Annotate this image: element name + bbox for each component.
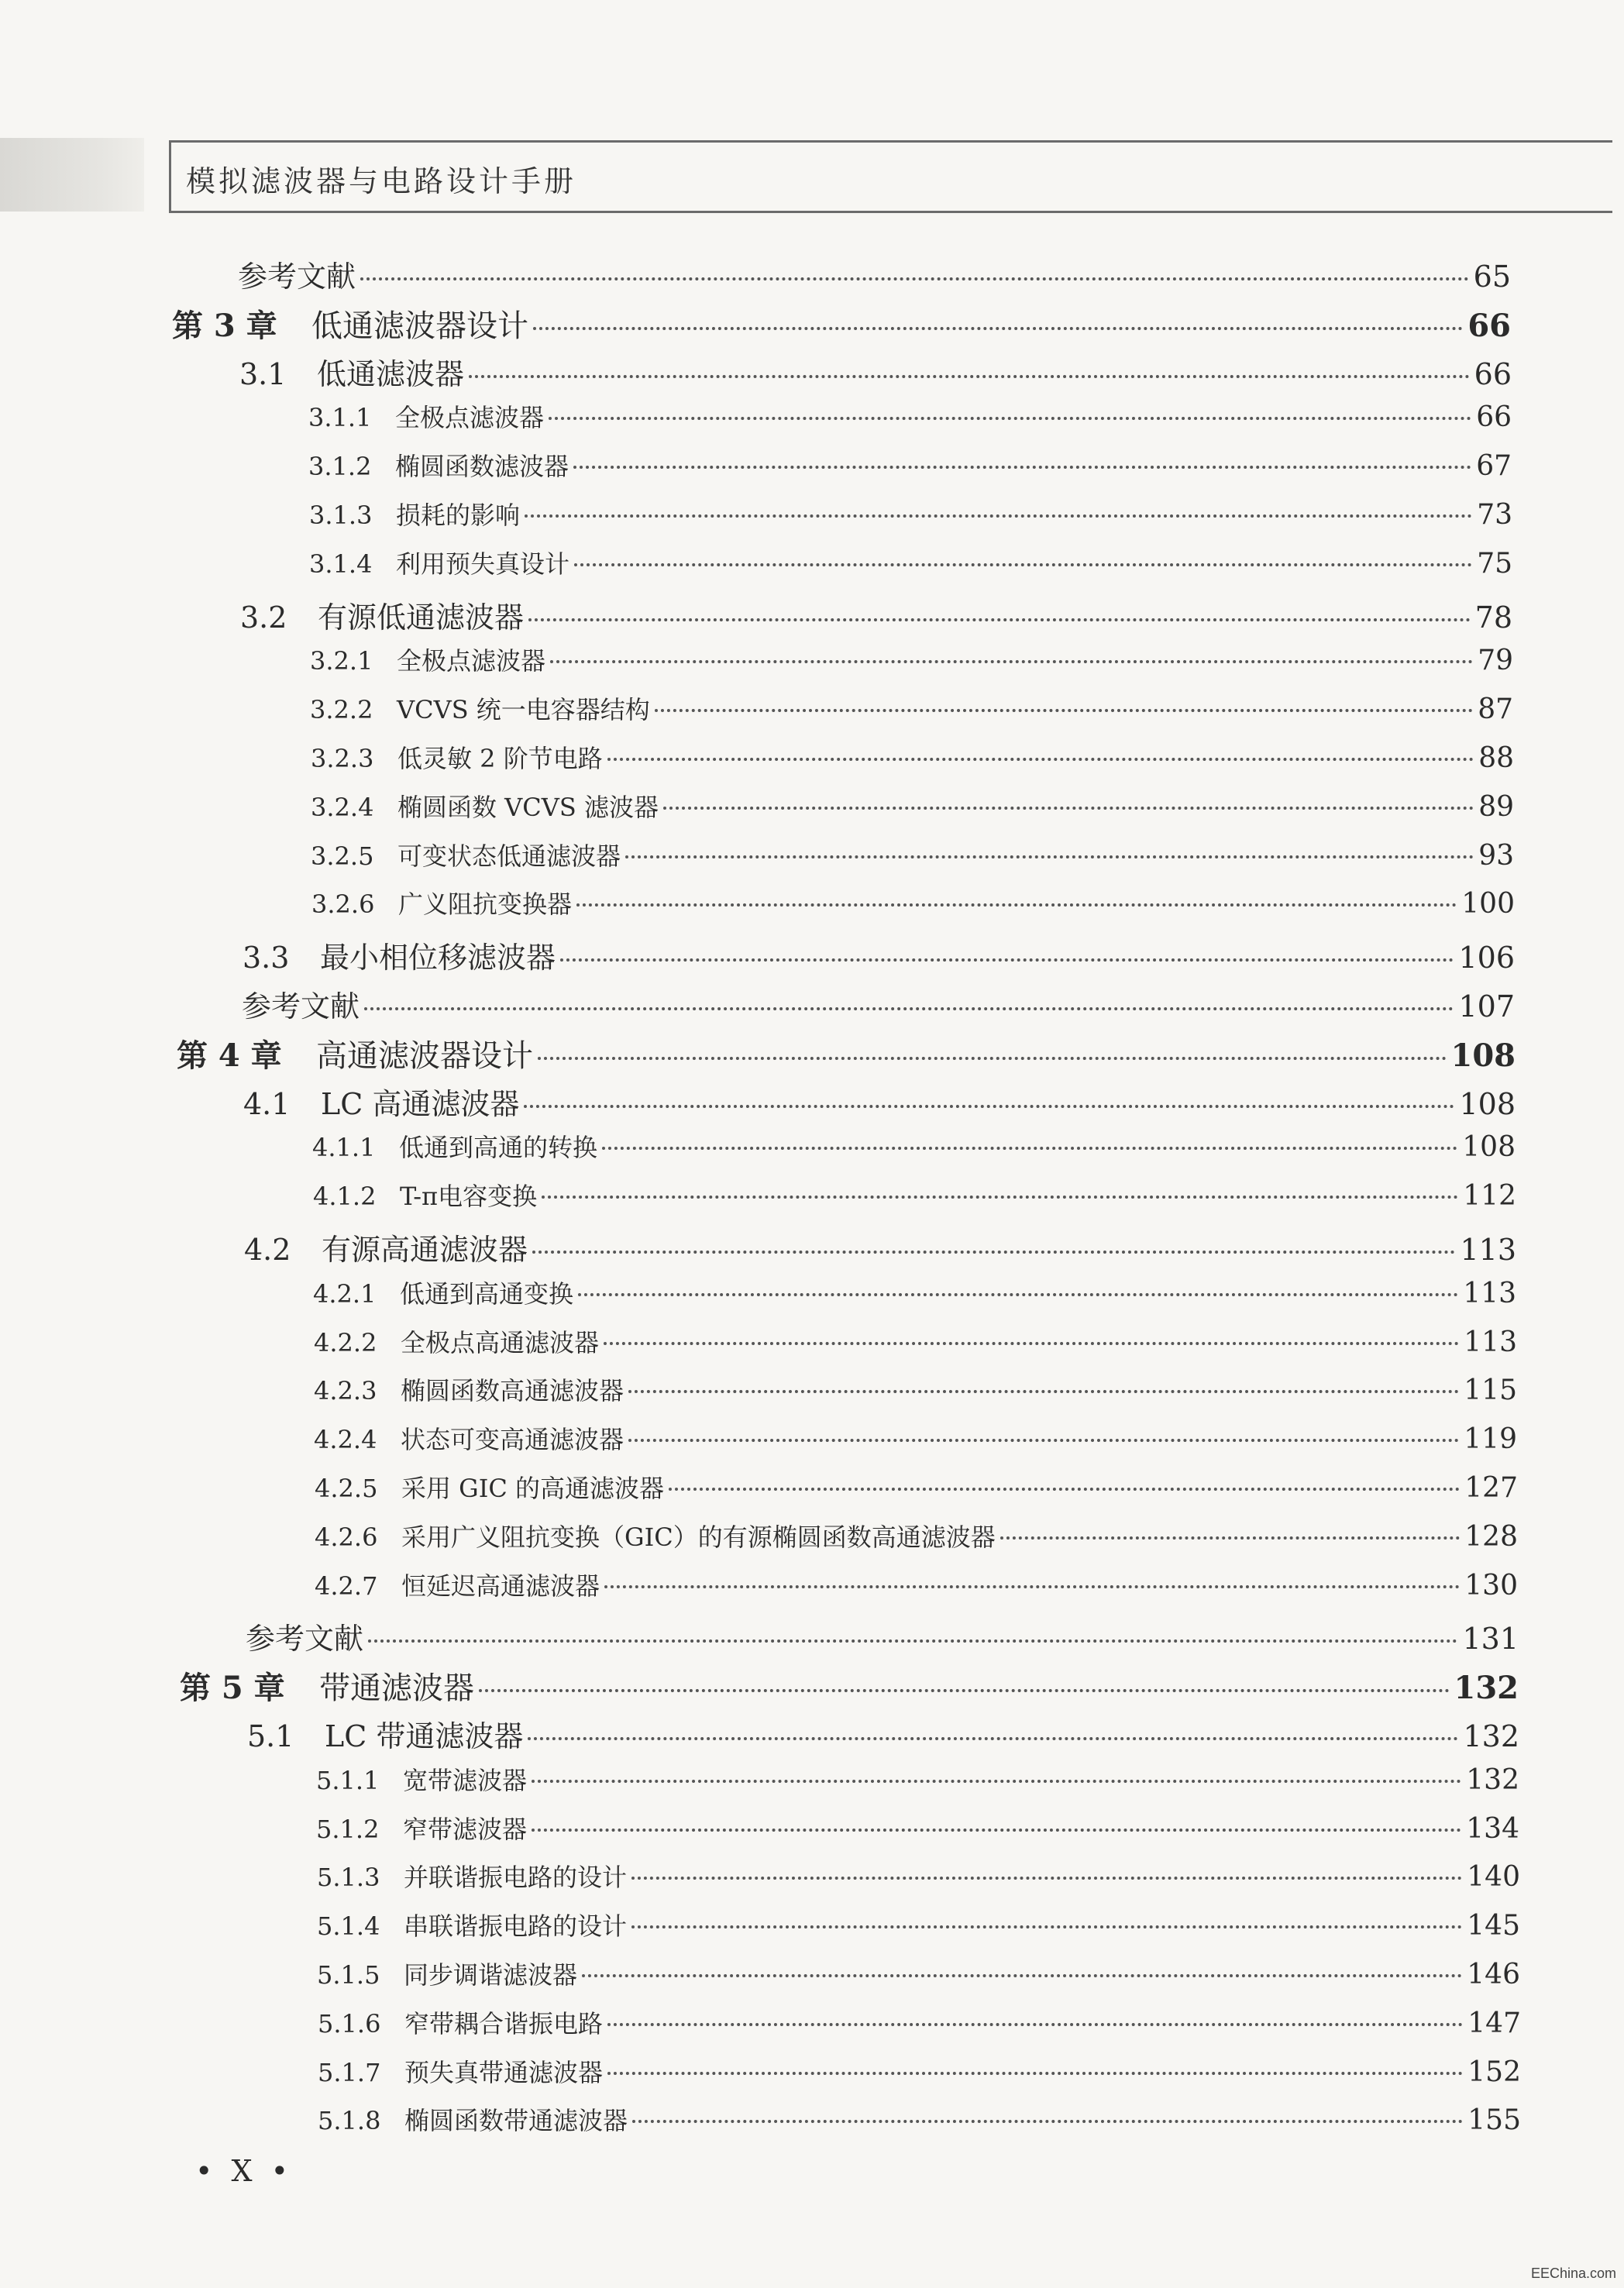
toc-entry[interactable] (313, 1177, 1516, 1225)
dot-leader (368, 1639, 1457, 1643)
toc-entry-title: VCVS 统一电容器结构 (397, 695, 650, 724)
toc-entry-page: 108 (1450, 1037, 1516, 1074)
page-number: • X • (195, 2154, 294, 2188)
toc-entry[interactable] (312, 1128, 1516, 1176)
toc-entry-number: 5.1.3 (317, 1863, 380, 1892)
dot-leader (574, 563, 1472, 566)
header-gray-tab (0, 138, 144, 212)
toc-entry-page: 134 (1466, 1813, 1519, 1845)
dot-leader (582, 1974, 1462, 1977)
toc-entry[interactable] (308, 447, 1512, 495)
toc-entry-page: 155 (1467, 2104, 1521, 2136)
dot-leader (532, 1829, 1461, 1832)
toc-entry-title: 同步调谐滤波器 (404, 1960, 578, 1990)
toc-entry-title: LC 带通滤波器 (325, 1719, 524, 1753)
toc-entry[interactable] (316, 1810, 1519, 1858)
toc-entry-number: 3.1.3 (309, 501, 373, 530)
toc-entry-title: 有源低通滤波器 (318, 600, 525, 635)
toc-entry-page: 146 (1467, 1959, 1520, 1990)
dot-leader (549, 417, 1471, 420)
toc-entry-page: 100 (1461, 888, 1515, 920)
toc-entry-number: 4.2.2 (314, 1328, 377, 1357)
toc-entry[interactable] (243, 1080, 1516, 1128)
watermark: EEChina.com (1530, 2266, 1616, 2281)
toc-entry-title: 利用预失真设计 (396, 549, 570, 579)
toc-entry-number: 3.2.1 (310, 646, 373, 676)
toc-entry-page: 108 (1459, 1087, 1516, 1121)
toc-entry-title: 椭圆函数带通滤波器 (404, 2106, 628, 2135)
toc-entry[interactable] (314, 1371, 1517, 1419)
toc-entry-page: 127 (1464, 1472, 1518, 1504)
dot-leader (576, 903, 1457, 907)
toc-entry-title: 宽带滤波器 (403, 1766, 528, 1795)
toc-entry[interactable] (317, 1907, 1520, 1955)
toc-entry-title: 参考文献 (246, 1622, 364, 1656)
toc-entry[interactable] (311, 788, 1514, 836)
toc-entry-page: 113 (1460, 1233, 1516, 1267)
dot-leader (602, 1147, 1457, 1150)
toc-entry-page: 113 (1463, 1278, 1516, 1309)
toc-entry-title: 椭圆函数 VCVS 滤波器 (397, 793, 659, 822)
dot-leader (1000, 1536, 1461, 1540)
toc-entry[interactable] (317, 1956, 1520, 2004)
toc-entry-title: 带通滤波器 (319, 1670, 474, 1706)
toc-entry-number: 4.1 (243, 1087, 291, 1121)
toc-entry[interactable] (310, 690, 1513, 738)
toc-entry[interactable] (246, 1615, 1519, 1663)
dot-leader (525, 514, 1472, 518)
toc-entry-number: 第 3 章 (172, 308, 277, 344)
dot-leader (607, 758, 1474, 761)
toc-entry-title: 参考文献 (242, 989, 360, 1024)
dot-leader (550, 660, 1473, 663)
toc-entry-title: 高通滤波器设计 (316, 1038, 533, 1074)
dot-leader (469, 375, 1470, 378)
toc-entry-title: LC 高通滤波器 (321, 1087, 520, 1121)
toc-entry-page: 107 (1458, 989, 1515, 1024)
toc-entry-title: 有源高通滤波器 (322, 1233, 528, 1267)
toc-entry[interactable] (177, 1031, 1516, 1079)
dot-leader (542, 1196, 1458, 1199)
toc-entry-title: 全极点高通滤波器 (401, 1328, 600, 1357)
toc-entry-title: 并联谐振电路的设计 (404, 1863, 628, 1892)
dot-leader (524, 1105, 1454, 1108)
dot-leader (532, 1780, 1461, 1783)
toc-entry[interactable] (240, 594, 1512, 642)
dot-leader (573, 466, 1471, 469)
toc-entry-page: 75 (1477, 548, 1512, 580)
toc-entry-number: 4.2.6 (315, 1522, 378, 1552)
toc-entry[interactable] (242, 982, 1515, 1030)
toc-entry-number: 5.1 (247, 1719, 294, 1753)
toc-entry-title: 全极点滤波器 (395, 403, 545, 432)
toc-entry-page: 78 (1474, 600, 1512, 635)
dot-leader (538, 1057, 1447, 1060)
toc-entry-title: 参考文献 (238, 260, 356, 294)
toc-entry-page: 66 (1474, 357, 1512, 391)
toc-entry[interactable] (311, 739, 1514, 787)
toc-entry-number: 5.1.7 (318, 2058, 381, 2087)
toc-entry-number: 4.1.2 (313, 1182, 377, 1211)
dot-leader (663, 807, 1474, 810)
toc-entry[interactable] (172, 301, 1511, 349)
toc-entry-page: 65 (1473, 260, 1511, 294)
toc-entry-number: 5.1.6 (318, 2009, 381, 2039)
toc-entry[interactable] (244, 1226, 1516, 1274)
toc-entry-page: 140 (1467, 1861, 1520, 1893)
toc-entry-page: 132 (1454, 1670, 1519, 1706)
toc-entry-page: 66 (1467, 308, 1511, 344)
dot-leader (632, 2120, 1463, 2123)
toc-entry[interactable] (309, 496, 1512, 544)
dot-leader (533, 327, 1463, 330)
toc-entry[interactable] (316, 1761, 1519, 1809)
toc-entry-number: 4.2 (244, 1233, 291, 1267)
toc-entry-number: 3.3 (243, 941, 290, 975)
dot-leader (364, 1007, 1454, 1010)
toc-entry[interactable] (313, 1275, 1516, 1323)
toc-entry[interactable] (314, 1420, 1517, 1468)
toc-entry-title: 椭圆函数高通滤波器 (401, 1376, 624, 1405)
dot-leader (625, 855, 1474, 858)
toc-entry-title: 低通到高通的转换 (399, 1133, 598, 1162)
toc-entry-page: 73 (1477, 499, 1512, 531)
toc-entry-page: 132 (1463, 1719, 1519, 1753)
toc-entry-page: 145 (1467, 1910, 1520, 1942)
toc-entry-page: 93 (1478, 840, 1514, 872)
dot-leader (532, 1251, 1455, 1254)
toc-entry-number: 4.2.5 (315, 1474, 378, 1503)
toc-entry-page: 147 (1467, 2008, 1521, 2039)
toc-entry-title: 低灵敏 2 阶节电路 (397, 744, 603, 773)
toc-entry-title: 可变状态低通滤波器 (397, 841, 621, 871)
dot-leader (479, 1689, 1450, 1692)
toc-entry-page: 119 (1464, 1423, 1517, 1455)
toc-entry-number: 5.1.5 (317, 1960, 380, 1990)
toc-entry[interactable] (315, 1567, 1518, 1615)
toc-entry-page: 66 (1476, 401, 1512, 433)
toc-entry-number: 第 4 章 (177, 1037, 282, 1074)
dot-leader (560, 958, 1454, 962)
toc-entry-page: 115 (1464, 1375, 1517, 1406)
toc-entry-number: 3.2.2 (310, 695, 373, 724)
toc-entry-title: 窄带滤波器 (403, 1815, 528, 1844)
toc-entry-page: 113 (1464, 1326, 1517, 1358)
dot-leader (578, 1293, 1458, 1296)
toc-entry[interactable] (318, 2053, 1521, 2101)
toc-entry-title: 恒延迟高通滤波器 (401, 1571, 600, 1601)
toc-entry-number: 3.2.5 (311, 841, 374, 871)
toc-entry-page: 87 (1478, 693, 1513, 725)
running-header-title: 模拟滤波器与电路设计手册 (186, 164, 577, 198)
toc-entry[interactable] (315, 1469, 1518, 1517)
toc-entry[interactable] (311, 885, 1515, 933)
toc-entry[interactable] (238, 253, 1511, 301)
toc-entry-number: 3.1.1 (308, 403, 372, 432)
toc-entry-title: 预失真带通滤波器 (404, 2058, 604, 2087)
toc-entry-number: 4.2.7 (315, 1571, 378, 1601)
toc-entry[interactable] (318, 2004, 1521, 2052)
toc-entry-title: 采用广义阻抗变换（GIC）的有源椭圆函数高通滤波器 (401, 1522, 996, 1552)
toc-entry-title: 损耗的影响 (396, 501, 521, 530)
dot-leader (655, 709, 1473, 712)
toc-entry-page: 132 (1466, 1764, 1519, 1796)
toc-entry-number: 4.1.1 (312, 1133, 376, 1162)
dot-leader (604, 1342, 1459, 1345)
toc-entry[interactable] (317, 1858, 1520, 1906)
dot-leader (631, 1925, 1462, 1928)
toc-entry-title: 低通滤波器设计 (311, 308, 528, 344)
toc-entry-page: 128 (1464, 1521, 1518, 1553)
toc-entry[interactable] (310, 642, 1513, 690)
dot-leader (528, 618, 1471, 621)
toc-entry-page: 67 (1476, 450, 1512, 482)
toc-entry-title: 全极点滤波器 (397, 646, 546, 676)
toc-entry[interactable] (315, 1518, 1518, 1566)
toc-entry-title: 采用 GIC 的高通滤波器 (401, 1474, 665, 1503)
dot-leader (607, 2023, 1463, 2026)
toc-entry-title: 窄带耦合谐振电路 (404, 2009, 604, 2039)
toc-entry-page: 131 (1462, 1622, 1519, 1656)
dot-leader (604, 1585, 1460, 1588)
toc-entry-page: 79 (1478, 645, 1513, 676)
toc-entry-number: 4.2.3 (314, 1376, 377, 1405)
toc-entry-title: 串联谐振电路的设计 (404, 1911, 628, 1941)
toc-entry[interactable] (308, 398, 1512, 446)
toc-entry-title: 低通到高通变换 (400, 1279, 574, 1309)
toc-entry-title: 状态可变高通滤波器 (401, 1425, 624, 1454)
toc-entry-number: 5.1.1 (316, 1766, 380, 1795)
toc-entry-number: 5.1.2 (316, 1815, 380, 1844)
toc-entry[interactable] (239, 350, 1512, 398)
toc-entry[interactable] (180, 1664, 1519, 1712)
toc-entry-page: 108 (1462, 1131, 1516, 1163)
toc-entry[interactable] (243, 934, 1515, 982)
toc-entry-number: 3.1.4 (309, 549, 373, 579)
dot-leader (528, 1737, 1458, 1740)
dot-leader (607, 2072, 1463, 2075)
dot-leader (360, 277, 1469, 280)
toc-entry-number: 3.1.2 (308, 452, 372, 481)
toc-entry[interactable] (311, 837, 1514, 885)
toc-entry-number: 4.2.4 (314, 1425, 377, 1454)
toc-entry-title: 椭圆函数滤波器 (395, 452, 569, 481)
toc-entry-number: 3.2.6 (311, 889, 375, 919)
toc-entry-title: 最小相位移滤波器 (320, 941, 556, 975)
toc-entry-page: 112 (1463, 1180, 1516, 1212)
toc-entry-title: T-π电容变换 (400, 1182, 538, 1211)
toc-entry[interactable] (247, 1712, 1519, 1760)
toc-entry-title: 广义阻抗变换器 (398, 889, 573, 919)
dot-leader (669, 1488, 1460, 1491)
toc-entry-number: 5.1.4 (317, 1911, 380, 1941)
toc-entry[interactable] (309, 545, 1512, 593)
toc-entry-number: 5.1.8 (318, 2106, 381, 2135)
dot-leader (628, 1439, 1459, 1442)
toc-entry-number: 3.1 (239, 357, 287, 391)
toc-entry-number: 4.2.1 (313, 1279, 377, 1309)
dot-leader (628, 1390, 1459, 1393)
toc-entry-number: 3.2.3 (311, 744, 374, 773)
toc-entry-number: 第 5 章 (180, 1670, 285, 1706)
toc-entry-title: 低通滤波器 (317, 357, 465, 391)
toc-entry-page: 130 (1464, 1570, 1518, 1602)
toc-entry-page: 89 (1478, 791, 1514, 823)
toc-entry[interactable] (314, 1323, 1517, 1371)
toc-entry-number: 3.2.4 (311, 793, 374, 822)
toc-entry-page: 106 (1458, 941, 1515, 975)
dot-leader (631, 1877, 1462, 1880)
toc-entry[interactable] (318, 2101, 1521, 2149)
toc-entry-page: 88 (1478, 742, 1514, 774)
toc-entry-number: 3.2 (240, 600, 287, 635)
toc-entry-page: 152 (1467, 2056, 1521, 2088)
